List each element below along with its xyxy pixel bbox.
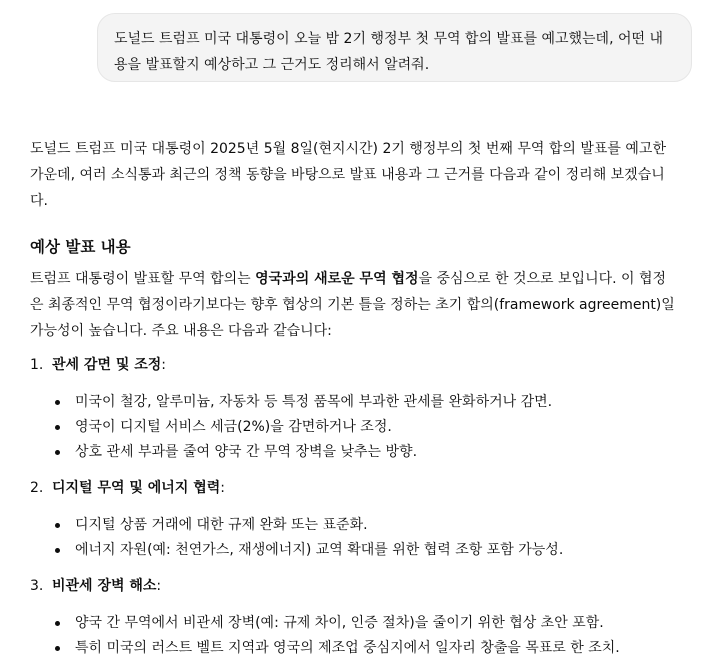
user-message-bubble [97,13,692,82]
body-text: 트럼프 대통령이 발표할 무역 합의는 [30,271,256,287]
bullet-dot-icon [55,621,60,626]
bullet-list [30,611,694,661]
bullet-item [30,611,694,636]
list-item [30,475,694,563]
intro-line: 가운데, 여러 소식통과 최근의 정책 동향을 바탕으로 발표 내용과 그 근거를 다음과 같이 정리해 보겠습니 [30,167,665,183]
list-item-colon: : [161,357,167,373]
response-intro [30,136,694,214]
bullet-item [30,636,694,661]
bullet-text: 양국 간 무역에서 비관세 장벽(예: 규제 차이, 인증 절차)을 줄이기 위한 협상 초안 포함. [75,615,604,631]
bullet-text: 디지털 상품 거래에 대한 규제 완화 또는 표준화. [75,517,368,533]
body-text: 가능성이 높습니다. 주요 내용은 다음과 같습니다: [30,323,332,339]
bullet-dot-icon [55,523,60,528]
bullet-text: 에너지 자원(예: 천연가스, 재생에너지) 교역 확대를 위한 협력 조항 포함 가능성. [75,542,564,558]
section-body [30,266,694,344]
body-emphasis: 영국과의 새로운 무역 협정 [255,271,419,287]
bullet-dot-icon [55,548,60,553]
list-item-title: 관세 감면 및 조정 [52,357,162,373]
body-text: 은 최종적인 무역 협정이라기보다는 향후 협상의 기본 틀을 정하는 초기 합의(framework agreement)일 [30,297,675,313]
assistant-response [30,136,694,671]
user-message-line: 용을 발표할지 예상하고 그 근거도 정리해서 알려줘. [114,57,430,73]
bullet-dot-icon [55,400,60,405]
intro-line: 다. [30,193,48,209]
body-text: 을 중심으로 한 것으로 보입니다. 이 협정 [418,271,667,287]
list-number: 1. [30,357,44,373]
bullet-list [30,513,694,563]
bullet-text: 상호 관세 부과를 줄여 양국 간 무역 장벽을 낮추는 방향. [75,444,418,460]
bullet-dot-icon [55,425,60,430]
bullet-dot-icon [55,450,60,455]
list-item-colon: : [220,480,225,496]
bullet-text: 영국이 디지털 서비스 세금(2%)을 감면하거나 조정. [75,419,392,435]
bullet-item [30,440,694,465]
bullet-item [30,513,694,538]
list-number: 3. [30,578,44,594]
bullet-item [30,390,694,415]
bullet-dot-icon [55,646,60,651]
list-item-colon: : [156,578,162,594]
bullet-text: 미국이 철강, 알루미늄, 자동차 등 특정 품목에 부과한 관세를 완화하거나 감면. [75,394,553,410]
list-item [30,573,694,661]
list-item-title: 디지털 무역 및 에너지 협력 [52,480,221,496]
list-number: 2. [30,480,44,496]
intro-line: 도널드 트럼프 미국 대통령이 2025년 5월 8일(현지시간) 2기 행정부의 첫 번째 무역 합의 발표를 예고한 [30,141,666,157]
bullet-text: 특히 미국의 러스트 벨트 지역과 영국의 제조업 중심지에서 일자리 창출을 목표로 한 조치. [75,640,620,656]
bullet-list [30,390,694,465]
section-heading: 예상 발표 내용 [30,238,131,256]
numbered-list [30,352,694,661]
bullet-item [30,415,694,440]
list-item [30,352,694,465]
list-item-title: 비관세 장벽 해소 [52,578,157,594]
bullet-item [30,538,694,563]
user-message-line: 도널드 트럼프 미국 대통령이 오늘 밤 2기 행정부 첫 무역 합의 발표를 예고했는데, 어떤 내 [114,31,663,47]
